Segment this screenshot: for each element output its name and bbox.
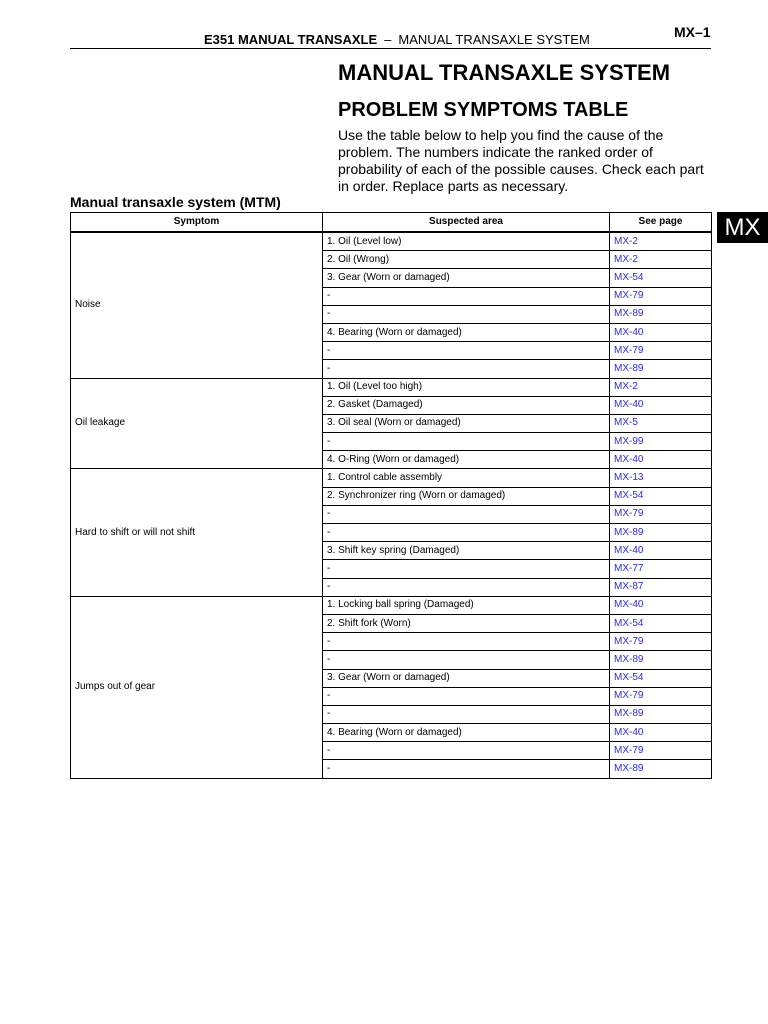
see-page-link[interactable]: MX-89	[610, 305, 712, 323]
intro-paragraph: Use the table below to help you find the cause of the problem. The numbers indicate the ranked order of probability of each of the possible causes. Check each part in order. Replace parts as necessary.	[338, 127, 704, 194]
suspected-area-cell: 2. Shift fork (Worn)	[323, 614, 610, 632]
main-title: MANUAL TRANSAXLE SYSTEM	[338, 60, 671, 85]
header-divider	[70, 48, 711, 49]
see-page-link[interactable]: MX-79	[610, 342, 712, 360]
see-page-link[interactable]: MX-54	[610, 669, 712, 687]
suspected-area-cell: -	[323, 433, 610, 451]
suspected-area-cell: -	[323, 342, 610, 360]
suspected-area-cell: -	[323, 705, 610, 723]
see-page-link[interactable]: MX-89	[610, 524, 712, 542]
table-row	[71, 596, 712, 614]
see-page-link[interactable]: MX-2	[610, 378, 712, 396]
suspected-area-cell: -	[323, 760, 610, 778]
suspected-area-cell: 1. Oil (Level too high)	[323, 378, 610, 396]
table-title: Manual transaxle system (MTM)	[70, 194, 281, 210]
header-title	[204, 32, 590, 47]
symptom-cell: Hard to shift or will not shift	[71, 469, 323, 596]
table-body	[71, 232, 712, 778]
see-page-link[interactable]: MX-87	[610, 578, 712, 596]
symptom-cell: Noise	[71, 232, 323, 378]
suspected-area-cell: 3. Gear (Worn or damaged)	[323, 669, 610, 687]
see-page-link[interactable]: MX-40	[610, 396, 712, 414]
see-page-link[interactable]: MX-89	[610, 760, 712, 778]
suspected-area-cell: 4. O-Ring (Worn or damaged)	[323, 451, 610, 469]
suspected-area-cell: 2. Gasket (Damaged)	[323, 396, 610, 414]
suspected-area-cell: -	[323, 651, 610, 669]
see-page-link[interactable]: MX-54	[610, 487, 712, 505]
see-page-link[interactable]: MX-89	[610, 705, 712, 723]
header-title-rest: MANUAL TRANSAXLE SYSTEM	[398, 32, 590, 47]
suspected-area-cell: -	[323, 742, 610, 760]
see-page-link[interactable]: MX-2	[610, 232, 712, 251]
suspected-area-cell: 3. Gear (Worn or damaged)	[323, 269, 610, 287]
suspected-area-cell: 2. Synchronizer ring (Worn or damaged)	[323, 487, 610, 505]
column-header-suspected-area: Suspected area	[323, 213, 610, 233]
table-row	[71, 469, 712, 487]
see-page-link[interactable]: MX-79	[610, 633, 712, 651]
see-page-link[interactable]: MX-54	[610, 614, 712, 632]
suspected-area-cell: 1. Control cable assembly	[323, 469, 610, 487]
header-separator: –	[384, 32, 392, 47]
see-page-link[interactable]: MX-40	[610, 323, 712, 341]
suspected-area-cell: -	[323, 578, 610, 596]
suspected-area-cell: -	[323, 633, 610, 651]
page-header	[0, 0, 768, 52]
see-page-link[interactable]: MX-77	[610, 560, 712, 578]
suspected-area-cell: 4. Bearing (Worn or damaged)	[323, 323, 610, 341]
see-page-link[interactable]: MX-79	[610, 687, 712, 705]
section-tab: MX	[717, 212, 768, 243]
header-title-bold: E351 MANUAL TRANSAXLE	[204, 32, 378, 47]
suspected-area-cell: -	[323, 505, 610, 523]
suspected-area-cell: 2. Oil (Wrong)	[323, 251, 610, 269]
see-page-link[interactable]: MX-40	[610, 724, 712, 742]
symptom-cell: Oil leakage	[71, 378, 323, 469]
suspected-area-cell: -	[323, 287, 610, 305]
suspected-area-cell: 1. Oil (Level low)	[323, 232, 610, 251]
see-page-link[interactable]: MX-79	[610, 742, 712, 760]
symptoms-table	[70, 212, 712, 779]
column-header-see-page: See page	[610, 213, 712, 233]
suspected-area-cell: -	[323, 305, 610, 323]
table-row	[71, 232, 712, 251]
see-page-link[interactable]: MX-40	[610, 596, 712, 614]
suspected-area-cell: 3. Oil seal (Worn or damaged)	[323, 414, 610, 432]
suspected-area-cell: -	[323, 360, 610, 378]
suspected-area-cell: -	[323, 524, 610, 542]
section-title: PROBLEM SYMPTOMS TABLE	[338, 99, 629, 121]
see-page-link[interactable]: MX-2	[610, 251, 712, 269]
column-header-symptom: Symptom	[71, 213, 323, 233]
see-page-link[interactable]: MX-5	[610, 414, 712, 432]
see-page-link[interactable]: MX-13	[610, 469, 712, 487]
table-row	[71, 378, 712, 396]
suspected-area-cell: 1. Locking ball spring (Damaged)	[323, 596, 610, 614]
page-code: MX–1	[674, 24, 711, 40]
see-page-link[interactable]: MX-79	[610, 287, 712, 305]
see-page-link[interactable]: MX-79	[610, 505, 712, 523]
table-header-row	[71, 213, 712, 233]
suspected-area-cell: 3. Shift key spring (Damaged)	[323, 542, 610, 560]
suspected-area-cell: 4. Bearing (Worn or damaged)	[323, 724, 610, 742]
see-page-link[interactable]: MX-89	[610, 651, 712, 669]
suspected-area-cell: -	[323, 560, 610, 578]
see-page-link[interactable]: MX-99	[610, 433, 712, 451]
suspected-area-cell: -	[323, 687, 610, 705]
symptom-cell: Jumps out of gear	[71, 596, 323, 778]
see-page-link[interactable]: MX-54	[610, 269, 712, 287]
see-page-link[interactable]: MX-40	[610, 542, 712, 560]
see-page-link[interactable]: MX-40	[610, 451, 712, 469]
see-page-link[interactable]: MX-89	[610, 360, 712, 378]
